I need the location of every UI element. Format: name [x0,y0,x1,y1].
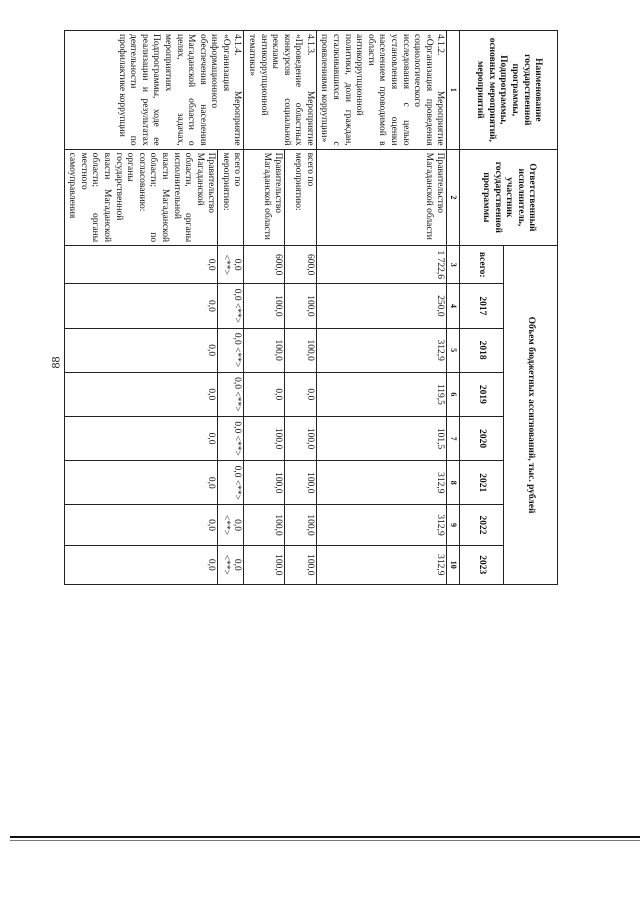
header-year-2022: 2022 [460,505,504,545]
row-name: 4.1.4. Мероприятие «Организация информационного обеспечения населения Магаданской области о целях, задачах, мероприятиях Подпрограммы, ходе ее реализации и результатах деятельности по профилактике коррупции [64,31,244,150]
value-2019: 0,0 [244,372,285,416]
value-2017: 100,0 [285,284,317,328]
header-year-2023: 2023 [460,545,504,584]
value-total: 600,0 [244,246,285,284]
value-2021: 0,0 <**> [218,461,244,505]
value-2018: 0,0 [64,328,218,372]
column-number: 4 [447,284,460,328]
value-2021: 0,0 [64,461,218,505]
header-year-2019: 2019 [460,372,504,416]
header-total: всего: [460,246,504,284]
value-2019: 119,5 [316,372,446,416]
value-total: 0,0 [64,246,218,284]
value-2022: 100,0 [244,505,285,545]
row-executor: всего по мероприятию: [218,149,244,246]
value-2018: 0,0 <**> [218,328,244,372]
value-2021: 100,0 [244,461,285,505]
value-2017: 0,0 <**> [218,284,244,328]
row-executor: всего по мероприятию: [285,149,317,246]
value-2020: 100,0 [285,416,317,460]
row-executor: Правительство Магаданской области [316,149,446,246]
value-2019: 0,0 <**> [218,372,244,416]
column-number: 6 [447,372,460,416]
column-number: 1 [447,31,460,150]
header-year-2020: 2020 [460,416,504,460]
value-total: 600,0 [285,246,317,284]
header-year-2018: 2018 [460,328,504,372]
value-2022: 0,0 <**> [218,505,244,545]
value-2021: 100,0 [285,461,317,505]
header-executor: Ответственный исполнитель, участник государственной программы [460,149,558,246]
header-name: Наименование государственной программы, Подпрограммы, основных мероприятий, мероприятий [460,31,558,150]
column-number: 10 [447,545,460,584]
value-2017: 250,0 [316,284,446,328]
header-year-2021: 2021 [460,461,504,505]
rotated-table-sheet [67,30,558,585]
value-2023: 100,0 [244,545,285,584]
value-2020: 0,0 <**> [218,416,244,460]
value-2018: 100,0 [244,328,285,372]
value-2023: 100,0 [285,545,317,584]
table-row [218,31,244,585]
value-2019: 0,0 [285,372,317,416]
value-2022: 312,9 [316,505,446,545]
value-2018: 312,9 [316,328,446,372]
value-2020: 101,5 [316,416,446,460]
bottom-rule-thin [10,840,640,841]
value-2023: 312,9 [316,545,446,584]
column-number: 8 [447,461,460,505]
value-2019: 0,0 [64,372,218,416]
column-number: 2 [447,149,460,246]
value-2020: 100,0 [244,416,285,460]
column-number: 5 [447,328,460,372]
value-total: 1 722,6 [316,246,446,284]
column-number: 7 [447,416,460,460]
page-number: 88 [48,356,63,369]
value-2018: 100,0 [285,328,317,372]
column-number: 9 [447,505,460,545]
row-executor: Правительство Магаданской области, органы исполнительной власти Магаданской области; по согласованию: органы государственной власти Магаданской области; органы местного самоуправления [64,149,218,246]
budget-table [64,30,558,585]
value-2023: 0,0 [64,545,218,584]
value-2017: 0,0 [64,284,218,328]
value-2023: 0,0 <**> [218,545,244,584]
header-year-2017: 2017 [460,284,504,328]
value-2022: 0,0 [64,505,218,545]
header-budget: Объем бюджетных ассигнований, тыс. рублей [504,246,558,585]
value-2017: 100,0 [244,284,285,328]
row-name: 4.1.3. Мероприятие «Проведение областных конкурсов социальной рекламы антикоррупционной тематики» [244,31,316,150]
value-2022: 100,0 [285,505,317,545]
column-number: 3 [447,246,460,284]
value-total: 0,0 <**> [218,246,244,284]
row-name: 4.1.2. Мероприятие «Организация проведения социологического исследования с целью установления оценки населением проводимой в области антикоррупционной политики, доли граждан, сталкивавшихся с проявлениями коррупции» [316,31,446,150]
row-executor: Правительство Магаданской области [244,149,285,246]
table-row [285,31,317,585]
table-row [316,31,446,585]
value-2020: 0,0 [64,416,218,460]
bottom-rule [10,836,640,838]
value-2021: 312,9 [316,461,446,505]
